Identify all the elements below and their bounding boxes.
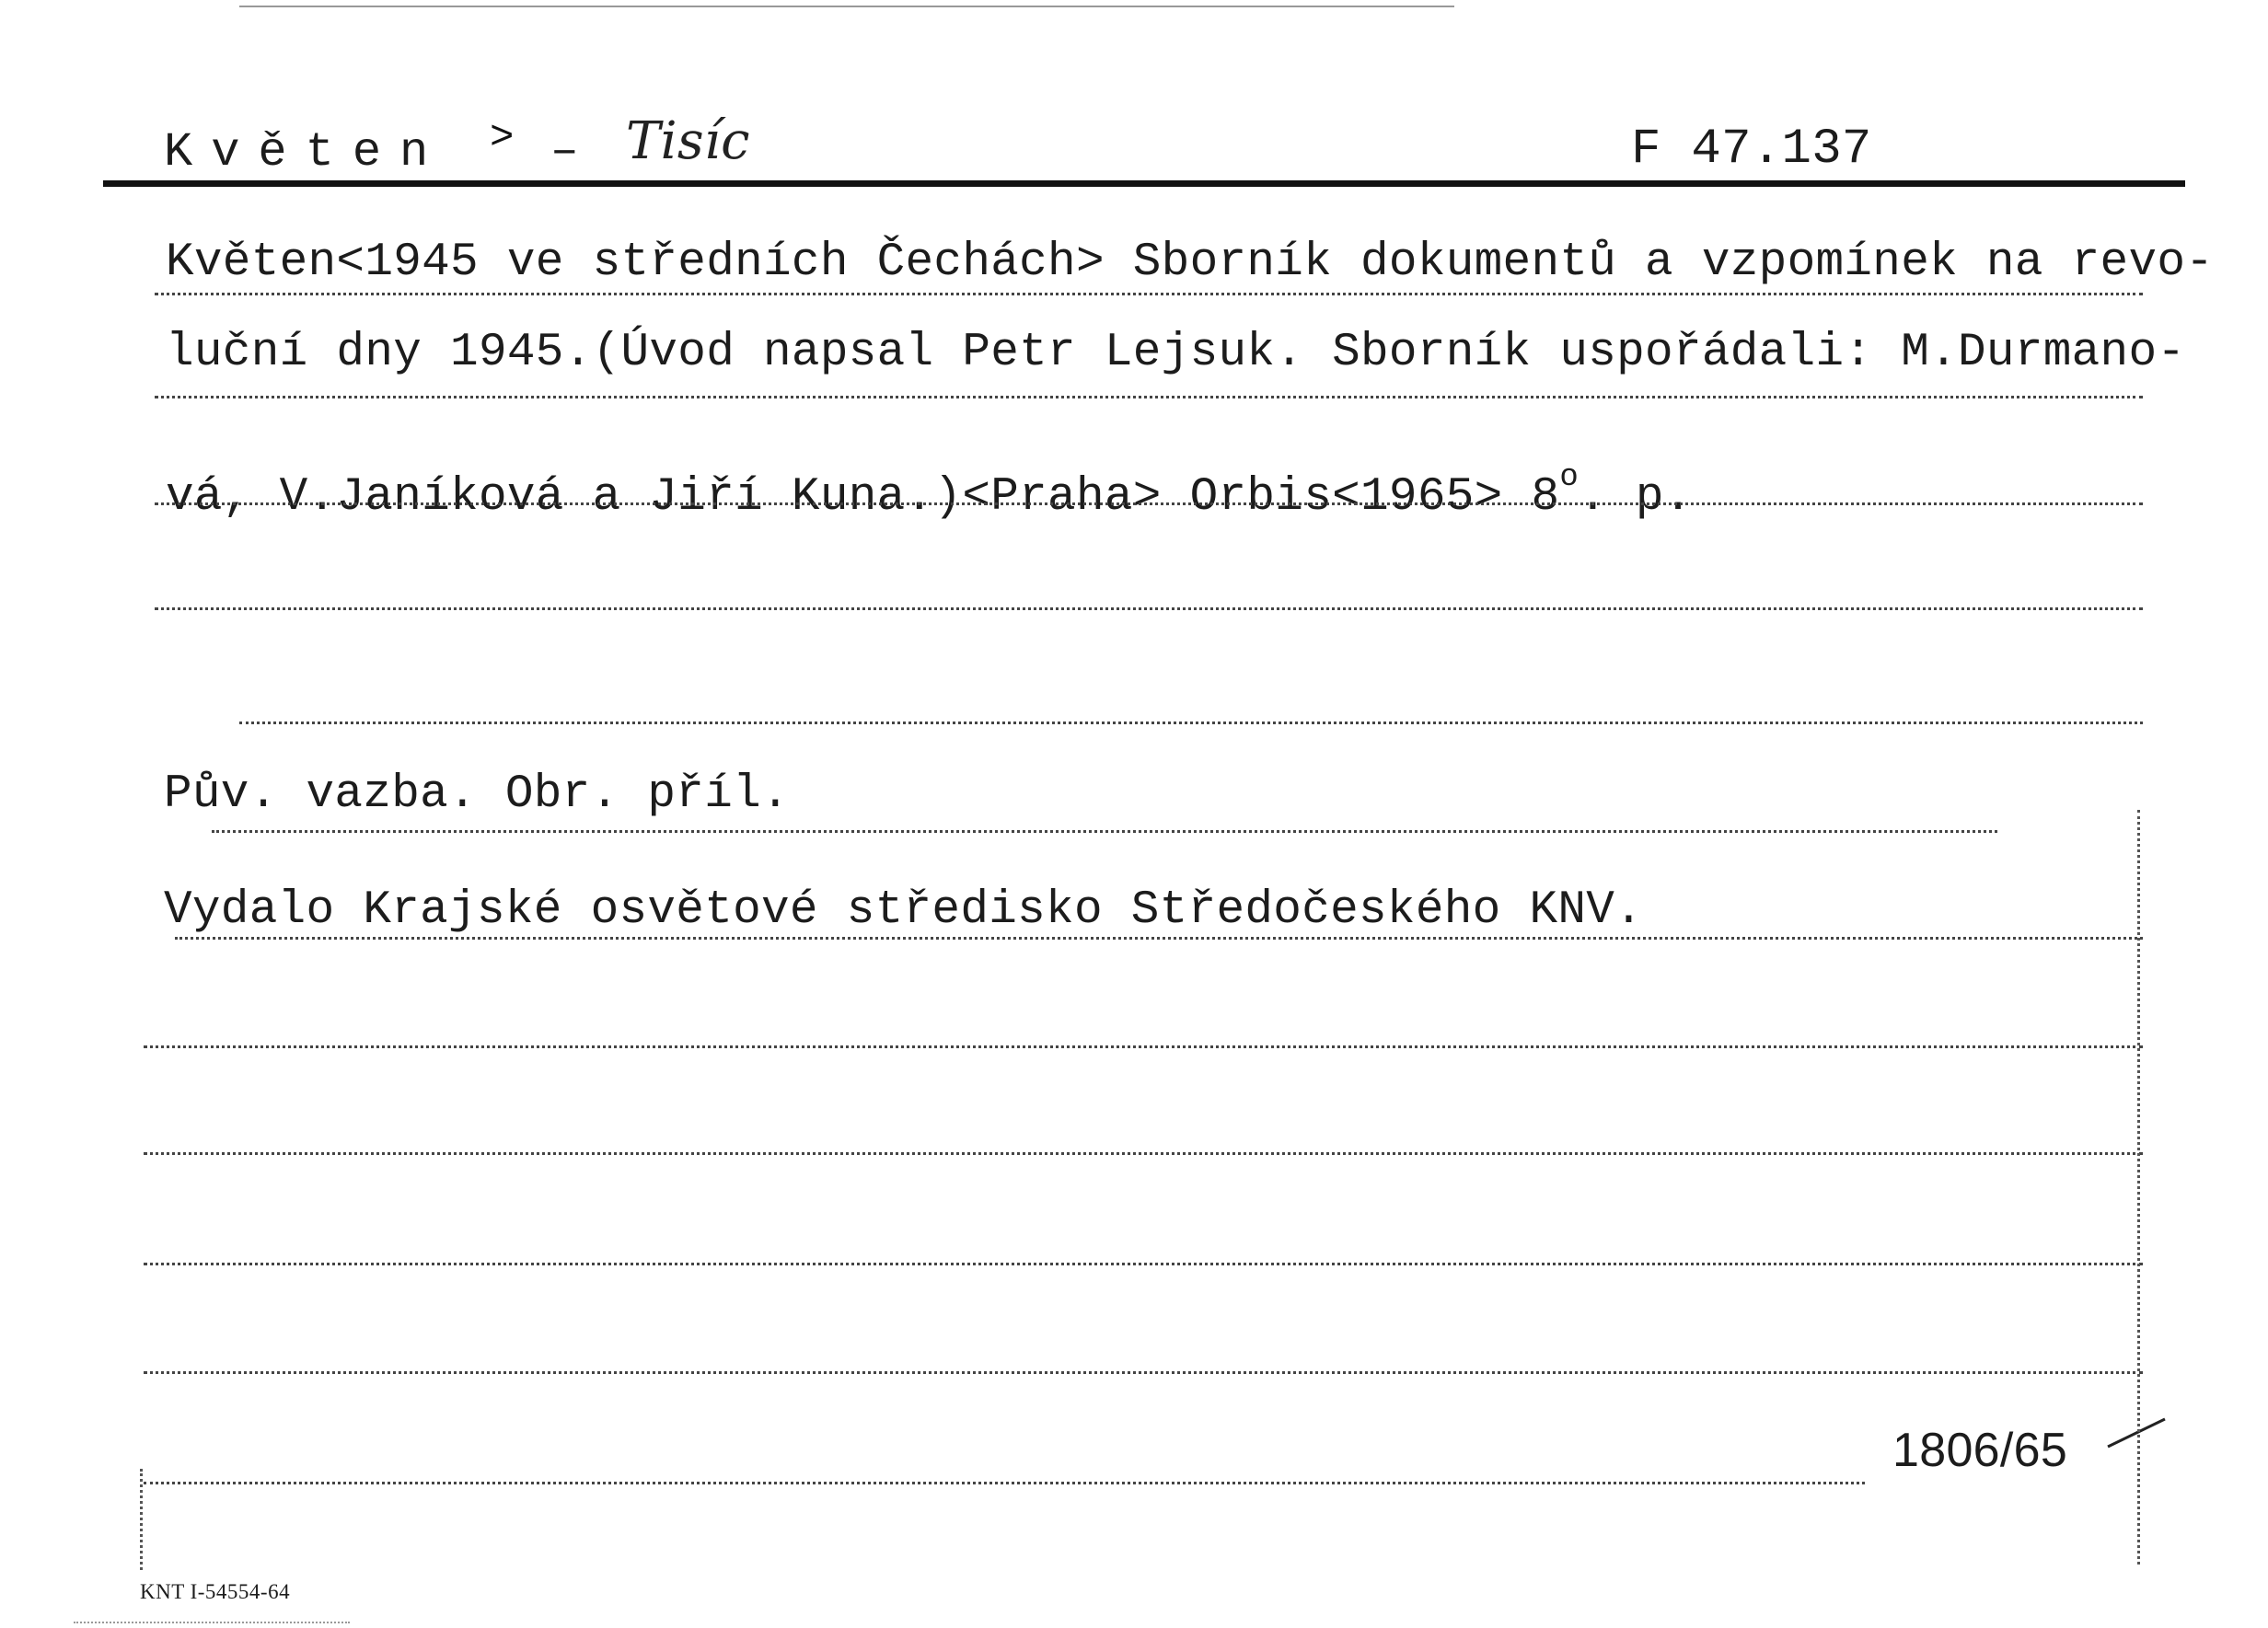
left-margin-dots xyxy=(140,1469,143,1570)
accession-checkmark-icon xyxy=(2104,1415,2169,1452)
blank-rule-1 xyxy=(155,607,2143,610)
entry-line-1: Květen<1945 ve středních Čechách> Sborník dokumentů a vzpomínek na revo- xyxy=(166,237,2215,289)
heading-title: Květen xyxy=(164,125,447,179)
note-publisher: Vydalo Krajské osvětové středisko Středočeského KNV. xyxy=(164,884,1644,937)
call-number: F 47.137 xyxy=(1631,121,1872,178)
blank-rule-7 xyxy=(144,1482,1865,1484)
bottom-edge-mark xyxy=(74,1622,350,1623)
heading-closing-mark: > xyxy=(490,115,515,161)
blank-rule-6 xyxy=(144,1371,2143,1374)
entry-line-2: luční dny 1945.(Úvod napsal Petr Lejsuk. Sborník uspořádali: M.Durmano- xyxy=(166,327,2186,379)
printer-code: KNT I-54554-64 xyxy=(140,1580,291,1603)
top-edge-mark xyxy=(239,6,1454,7)
entry-line-2-rule xyxy=(155,396,2143,398)
heading-handwritten-note: Tisíc xyxy=(626,111,750,171)
note-binding-rule xyxy=(212,830,1997,833)
entry-line-3-suffix: . p. xyxy=(1579,471,1693,524)
entry-line-1-rule xyxy=(155,293,2143,295)
right-margin-dots xyxy=(2137,810,2140,1564)
entry-line-3 xyxy=(166,460,1693,524)
blank-rule-4 xyxy=(144,1152,2143,1155)
note-binding: Pův. vazba. Obr. příl. xyxy=(164,768,790,821)
heading-dash: – xyxy=(550,126,579,179)
blank-rule-5 xyxy=(144,1263,2143,1265)
accession-number: 1806/65 xyxy=(1892,1424,2068,1477)
heading-rule xyxy=(103,180,2185,187)
entry-line-3-rule xyxy=(155,502,2143,505)
blank-rule-2 xyxy=(239,722,2143,724)
entry-line-3-prefix: vá, V.Janíková a Jiří Kuna.)<Praha> Orbis<1965> 8 xyxy=(166,471,1560,524)
blank-rule-3 xyxy=(144,1045,2143,1048)
note-publisher-rule xyxy=(175,937,2143,940)
entry-line-3-degree: o xyxy=(1559,460,1580,495)
